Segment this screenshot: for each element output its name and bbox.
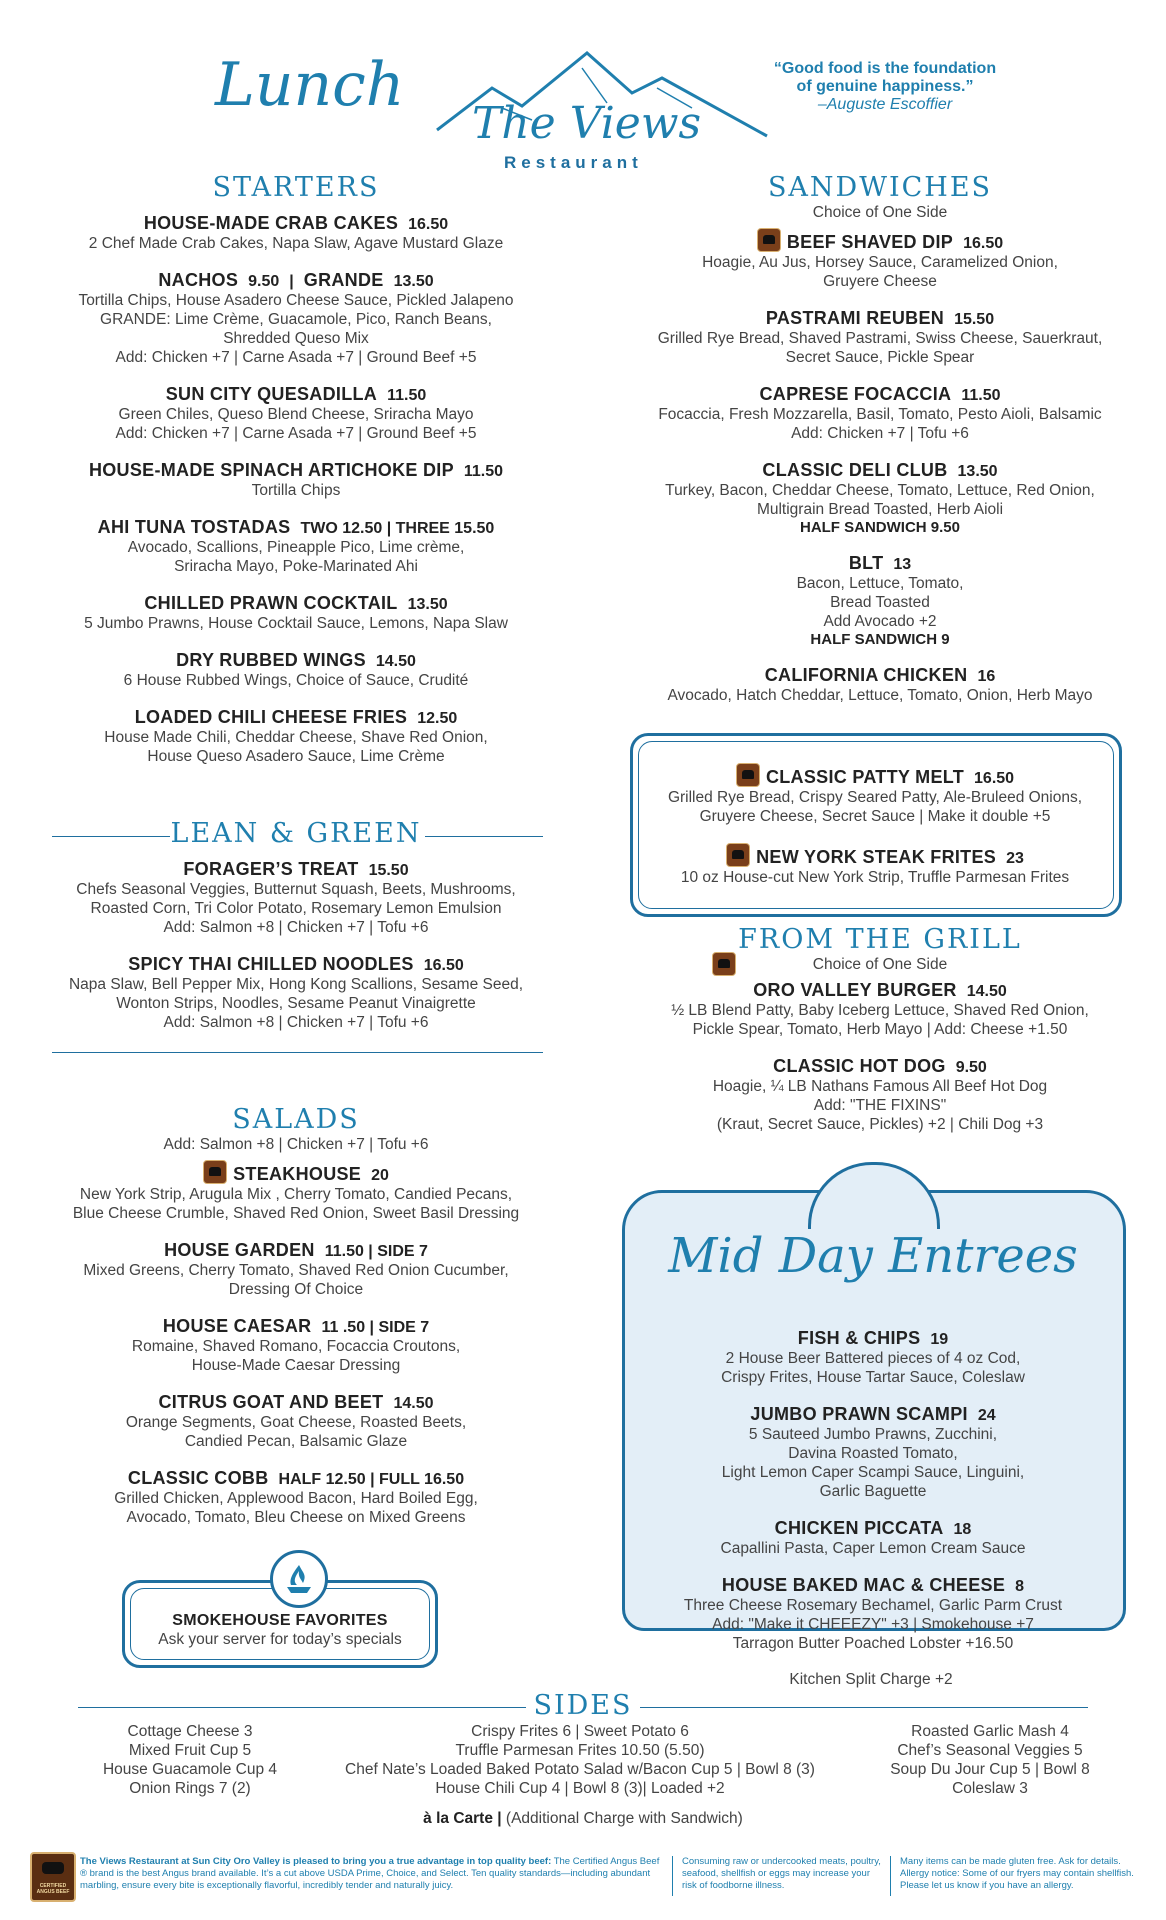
menu-item-description: Napa Slaw, Bell Pepper Mix, Hong Kong Scallions, Sesame Seed, xyxy=(68,976,524,993)
sandwiches-section xyxy=(620,172,1140,722)
menu-item-heading xyxy=(640,1404,1106,1425)
lean-green-section xyxy=(40,818,552,1049)
menu-item-description: Tortilla Chips, House Asadero Cheese Sauce, Pickled Jalapeno xyxy=(78,292,514,309)
menu-item-price: 11.50 xyxy=(463,463,504,480)
side-item: Crispy Frites 6 | Sweet Potato 6 xyxy=(471,1723,689,1740)
menu-item-name: BLT xyxy=(848,553,884,573)
quote-line-2: of genuine happiness.” xyxy=(796,78,974,95)
menu-item-heading xyxy=(40,270,552,291)
menu-item-separator: | xyxy=(289,273,294,290)
logo-subtitle: Restaurant xyxy=(504,153,643,172)
starters-section xyxy=(40,172,552,783)
menu-item-price: 8 xyxy=(1015,1578,1025,1595)
menu-item-heading xyxy=(640,1518,1106,1539)
midday-section xyxy=(640,1328,1106,1670)
menu-item-description: Multigrain Bread Toasted, Herb Aioli xyxy=(756,501,1004,518)
menu-item-name: SUN CITY QUESADILLA xyxy=(165,384,378,404)
menu-item xyxy=(40,707,552,766)
menu-item-name: CLASSIC COBB xyxy=(127,1468,269,1488)
starters-list xyxy=(40,213,552,766)
menu-item-description: Shredded Queso Mix xyxy=(223,330,369,347)
menu-item-heading xyxy=(40,1392,552,1413)
menu-item-description: Sriracha Mayo, Poke-Marinated Ahi xyxy=(174,558,418,575)
menu-item-heading xyxy=(40,859,552,880)
menu-item xyxy=(640,763,1110,826)
menu-item-description: Bacon, Lettuce, Tomato, xyxy=(796,575,964,592)
menu-item-price: 11.50 | SIDE 7 xyxy=(324,1243,428,1260)
menu-item-description: 2 Chef Made Crab Cakes, Napa Slaw, Agave Mustard Glaze xyxy=(88,235,504,252)
menu-item-description: Focaccia, Fresh Mozzarella, Basil, Tomato, Pesto Aioli, Balsamic xyxy=(658,406,1102,423)
menu-item-heading xyxy=(40,1316,552,1337)
menu-item-price: 14.50 xyxy=(393,1395,434,1412)
menu-item-description: Add: Salmon +8 | Chicken +7 | Tofu +6 xyxy=(163,919,429,936)
menu-item xyxy=(40,650,552,690)
menu-item-price: 15.50 xyxy=(368,862,409,879)
menu-item-name: FISH & CHIPS xyxy=(797,1328,921,1348)
menu-item-heading xyxy=(640,843,1110,868)
menu-item-heading xyxy=(40,1468,552,1489)
menu-item-heading xyxy=(620,308,1140,329)
menu-item-description: 6 House Rubbed Wings, Choice of Sauce, Crudité xyxy=(123,672,469,689)
menu-item-description: Orange Segments, Goat Cheese, Roasted Beets, xyxy=(125,1414,467,1431)
menu-item-heading xyxy=(40,213,552,234)
side-item: House Guacamole Cup 4 xyxy=(102,1761,278,1778)
boxed-items xyxy=(640,763,1110,904)
menu-item-heading xyxy=(620,665,1140,686)
menu-item-name: FORAGER’S TREAT xyxy=(183,859,359,879)
menu-item-description: 2 House Beer Battered pieces of 4 oz Cod, xyxy=(725,1350,1021,1367)
menu-item-name: NACHOS xyxy=(158,270,239,290)
menu-item-description: Capallini Pasta, Caper Lemon Cream Sauce xyxy=(720,1540,1026,1557)
menu-item-price: 13.50 xyxy=(957,463,998,480)
menu-item-name: HOUSE CAESAR xyxy=(162,1316,312,1336)
footer-divider xyxy=(672,1856,673,1896)
side-item: Truffle Parmesan Frites 10.50 (5.50) xyxy=(455,1742,705,1759)
menu-item-name: HOUSE BAKED MAC & CHEESE xyxy=(721,1575,1006,1595)
menu-item-description: Wonton Strips, Noodles, Sesame Peanut Vinaigrette xyxy=(116,995,476,1012)
salads-title: SALADS xyxy=(232,1104,360,1135)
side-item: House Chili Cup 4 | Bowl 8 (3)| Loaded +2 xyxy=(435,1780,725,1797)
sides-col-3 xyxy=(850,1722,1130,1798)
menu-item-description: New York Strip, Arugula Mix , Cherry Tomato, Candied Pecans, xyxy=(79,1186,513,1203)
certified-angus-beef-icon xyxy=(726,843,750,867)
menu-item-description: GRANDE: Lime Crème, Guacamole, Pico, Ranch Beans, xyxy=(100,311,492,328)
smokehouse-title: SMOKEHOUSE FAVORITES xyxy=(172,1612,388,1629)
side-item: Soup Du Jour Cup 5 | Bowl 8 xyxy=(890,1761,1090,1778)
menu-item xyxy=(620,228,1140,291)
menu-item xyxy=(40,1468,552,1527)
menu-item-price: 11 .50 | SIDE 7 xyxy=(321,1319,430,1336)
menu-item-description: Add Avocado +2 xyxy=(823,613,937,630)
midday-list xyxy=(640,1328,1106,1653)
menu-item-price: 24 xyxy=(977,1407,996,1424)
sandwiches-title: SANDWICHES xyxy=(767,172,993,203)
menu-item-heading xyxy=(620,553,1140,574)
menu-item xyxy=(40,1160,552,1223)
sandwiches-list xyxy=(620,228,1140,705)
menu-item-description: Grilled Rye Bread, Crispy Seared Patty, Ale-Bruleed Onions, xyxy=(667,789,1083,806)
menu-item-description: (Kraut, Secret Sauce, Pickles) +2 | Chili Dog +3 xyxy=(716,1116,1044,1133)
menu-item-description: Grilled Chicken, Applewood Bacon, Hard Boiled Egg, xyxy=(114,1490,478,1507)
menu-item-price: 13.50 xyxy=(407,596,448,613)
lean-green-list xyxy=(40,859,552,1032)
menu-item-heading xyxy=(620,1056,1140,1077)
menu-item-description: House-Made Caesar Dressing xyxy=(191,1357,401,1374)
menu-item-description: Candied Pecan, Balsamic Glaze xyxy=(184,1433,408,1450)
lean-green-rule-bottom xyxy=(52,1052,543,1053)
grill-title: FROM THE GRILL xyxy=(738,924,1022,955)
menu-item-name: CLASSIC HOT DOG xyxy=(773,1056,946,1076)
sides-col-2 xyxy=(300,1722,860,1798)
grill-cab-badge xyxy=(712,952,742,977)
menu-item-description: Grilled Rye Bread, Shaved Pastrami, Swiss Cheese, Sauerkraut, xyxy=(657,330,1103,347)
half-sandwich-price: HALF SANDWICH 9.50 xyxy=(799,519,960,536)
cab-footer-badge xyxy=(30,1852,76,1902)
salads-list xyxy=(40,1160,552,1527)
fire-grill-icon xyxy=(273,1553,325,1605)
menu-item-description: Add: Chicken +7 | Tofu +6 xyxy=(791,425,969,442)
menu-item-description: Add: "Make it CHEEEZY" +3 | Smokehouse +7 xyxy=(712,1616,1034,1633)
menu-item-price: 11.50 xyxy=(387,387,427,404)
menu-item-price: 16.50 xyxy=(974,770,1015,787)
menu-item-description: 10 oz House-cut New York Strip, Truffle Parmesan Frites xyxy=(680,869,1070,886)
menu-item-name: BEEF SHAVED DIP xyxy=(786,232,954,252)
menu-item-description: Garlic Baguette xyxy=(819,1483,927,1500)
menu-item-price: 16.50 xyxy=(963,235,1004,252)
menu-item-price: 23 xyxy=(1006,850,1024,867)
menu-item xyxy=(40,517,552,576)
menu-item-heading xyxy=(40,517,552,538)
menu-item xyxy=(40,270,552,367)
midday-arch xyxy=(808,1162,940,1229)
menu-item xyxy=(640,1404,1106,1501)
menu-item-name: AHI TUNA TOSTADAS xyxy=(97,517,291,537)
footer-note-cab xyxy=(80,1856,660,1892)
menu-item-heading xyxy=(620,228,1140,253)
menu-item-description: Gruyere Cheese, Secret Sauce | Make it double +5 xyxy=(699,808,1051,825)
lunch-title: Lunch xyxy=(215,50,405,120)
side-item: Roasted Garlic Mash 4 xyxy=(911,1723,1069,1740)
menu-item xyxy=(40,1392,552,1451)
footer-divider xyxy=(890,1856,891,1896)
sides-col-1 xyxy=(60,1722,320,1798)
menu-item-heading xyxy=(40,1160,552,1185)
menu-item-description: Three Cheese Rosemary Bechamel, Garlic Parm Crust xyxy=(683,1597,1063,1614)
menu-item xyxy=(620,460,1140,536)
menu-item xyxy=(640,843,1110,887)
menu-item-name: CLASSIC PATTY MELT xyxy=(765,767,965,787)
menu-item-description: Light Lemon Caper Scampi Sauce, Linguini, xyxy=(721,1464,1025,1481)
footer-note-cab-bold: The Views Restaurant at Sun City Oro Valley is pleased to bring you a true advantage in top quality beef: xyxy=(80,1856,552,1867)
menu-item xyxy=(40,213,552,253)
menu-item-name: GRANDE xyxy=(303,270,384,290)
menu-item-heading xyxy=(620,460,1140,481)
menu-item-heading xyxy=(40,460,552,481)
footer-note-raw: Consuming raw or undercooked meats, poultry, seafood, shellfish or eggs may increase your risk of foodborne illness. xyxy=(682,1856,881,1891)
menu-item xyxy=(40,859,552,937)
menu-item-name: CITRUS GOAT AND BEET xyxy=(158,1392,384,1412)
menu-item-price: 16 xyxy=(977,668,996,685)
menu-item-name: NEW YORK STEAK FRITES xyxy=(756,847,997,867)
menu-item-heading xyxy=(40,954,552,975)
menu-item xyxy=(620,308,1140,367)
side-item: Cottage Cheese 3 xyxy=(127,1723,253,1740)
menu-item-name: STEAKHOUSE xyxy=(233,1164,362,1184)
menu-item xyxy=(620,384,1140,443)
quote-author: –Auguste Escoffier xyxy=(817,96,953,113)
menu-item-description: Gruyere Cheese xyxy=(823,273,937,290)
logo-script: The Views xyxy=(472,98,702,149)
quote-line-1: “Good food is the foundation xyxy=(773,60,997,77)
menu-item-price: TWO 12.50 | THREE 15.50 xyxy=(300,520,495,537)
grill-subtitle: Choice of One Side xyxy=(812,956,948,973)
menu-item-heading xyxy=(40,650,552,671)
a-la-carte-note: (Additional Charge with Sandwich) xyxy=(505,1810,743,1827)
side-item: Coleslaw 3 xyxy=(952,1780,1028,1797)
side-item: Chef’s Seasonal Veggies 5 xyxy=(897,1742,1083,1759)
menu-item-heading xyxy=(620,384,1140,405)
menu-item-price: 16.50 xyxy=(408,216,449,233)
menu-item-description: Dressing Of Choice xyxy=(228,1281,364,1298)
menu-item-description: Romaine, Shaved Romano, Focaccia Croutons, xyxy=(131,1338,461,1355)
lean-green-title: LEAN & GREEN xyxy=(170,818,422,849)
menu-item-description: 5 Jumbo Prawns, House Cocktail Sauce, Lemons, Napa Slaw xyxy=(84,615,508,632)
menu-item-description: Mixed Greens, Cherry Tomato, Shaved Red Onion Cucumber, xyxy=(83,1262,509,1279)
menu-item-description: Hoagie, Au Jus, Horsey Sauce, Caramelized Onion, xyxy=(702,254,1058,271)
menu-item-description: Add: "THE FIXINS" xyxy=(813,1097,947,1114)
a-la-carte-label: à la Carte | xyxy=(423,1810,502,1827)
menu-item-heading xyxy=(40,593,552,614)
menu-item-name: SPICY THAI CHILLED NOODLES xyxy=(128,954,414,974)
smokehouse-desc: Ask your server for today’s specials xyxy=(158,1631,402,1648)
menu-item-description: Hoagie, ¼ LB Nathans Famous All Beef Hot Dog xyxy=(712,1078,1048,1095)
half-sandwich-price: HALF SANDWICH 9 xyxy=(810,631,950,648)
menu-item-price: 9.50 xyxy=(955,1059,987,1076)
menu-item-price: 19 xyxy=(930,1331,949,1348)
menu-item-price: 15.50 xyxy=(954,311,995,328)
menu-item-description: Add: Chicken +7 | Carne Asada +7 | Ground Beef +5 xyxy=(115,425,477,442)
menu-item-name: CHILLED PRAWN COCKTAIL xyxy=(144,593,398,613)
salads-subtitle: Add: Salmon +8 | Chicken +7 | Tofu +6 xyxy=(163,1136,429,1153)
certified-angus-beef-icon xyxy=(712,952,736,976)
menu-item-price: 13.50 xyxy=(393,273,434,290)
menu-item-description: House Made Chili, Cheddar Cheese, Shave Red Onion, xyxy=(104,729,488,746)
menu-item-name: PASTRAMI REUBEN xyxy=(765,308,945,328)
menu-item xyxy=(620,665,1140,705)
sides-title: SIDES xyxy=(533,1690,633,1721)
menu-item-description: ½ LB Blend Patty, Baby Iceberg Lettuce, Shaved Red Onion, xyxy=(671,1002,1089,1019)
menu-item-price: 16.50 xyxy=(423,957,464,974)
menu-item-description: Pickle Spear, Tomato, Herb Mayo | Add: Cheese +1.50 xyxy=(692,1021,1068,1038)
starters-title: STARTERS xyxy=(212,172,380,203)
grill-list xyxy=(620,980,1140,1134)
smokehouse-text xyxy=(122,1612,438,1649)
menu-item-description: Tarragon Butter Poached Lobster +16.50 xyxy=(732,1635,1014,1652)
menu-item-description: Turkey, Bacon, Cheddar Cheese, Tomato, Lettuce, Red Onion, xyxy=(665,482,1095,499)
menu-item-price: 20 xyxy=(371,1167,389,1184)
side-item: Chef Nate’s Loaded Baked Potato Salad w/Bacon Cup 5 | Bowl 8 (3) xyxy=(345,1761,815,1778)
menu-item-description: Avocado, Scallions, Pineapple Pico, Lime crème, xyxy=(127,539,465,556)
menu-item-description: Chefs Seasonal Veggies, Butternut Squash, Beets, Mushrooms, xyxy=(76,881,516,898)
menu-item xyxy=(40,1240,552,1299)
menu-item-heading xyxy=(40,1240,552,1261)
menu-item-description: Green Chiles, Queso Blend Cheese, Sriracha Mayo xyxy=(118,406,474,423)
menu-item-heading xyxy=(640,1328,1106,1349)
certified-angus-beef-icon xyxy=(736,763,760,787)
midday-title: Mid Day Entrees xyxy=(668,1228,1078,1284)
menu-item xyxy=(640,1575,1106,1653)
cab-badge-text: CERTIFIED ANGUS BEEF xyxy=(36,1883,70,1895)
menu-item-heading xyxy=(40,707,552,728)
menu-item-description: House Queso Asadero Sauce, Lime Crème xyxy=(147,748,445,765)
boxed-items-list xyxy=(640,763,1110,887)
menu-item-description: Crispy Frites, House Tartar Sauce, Coleslaw xyxy=(721,1369,1025,1386)
menu-item xyxy=(640,1518,1106,1558)
side-item: Onion Rings 7 (2) xyxy=(129,1780,251,1797)
menu-item-description: Secret Sauce, Pickle Spear xyxy=(785,349,975,366)
menu-item-name: HOUSE-MADE CRAB CAKES xyxy=(143,213,399,233)
menu-item-heading xyxy=(640,1575,1106,1596)
menu-item xyxy=(640,1328,1106,1387)
menu-item-name: HOUSE GARDEN xyxy=(164,1240,315,1260)
menu-item-name: CLASSIC DELI CLUB xyxy=(762,460,948,480)
menu-item-description: Roasted Corn, Tri Color Potato, Rosemary Lemon Emulsion xyxy=(90,900,502,917)
a-la-carte xyxy=(0,1810,1166,1828)
footer-note-allergy: Many items can be made gluten free. Ask for details. Allergy notice: Some of our fryers may contain shellfish. Please let us know if you have an allergy. xyxy=(900,1856,1134,1891)
salads-section xyxy=(40,1104,552,1544)
menu-item-description: Tortilla Chips xyxy=(251,482,341,499)
menu-item-name: HOUSE-MADE SPINACH ARTICHOKE DIP xyxy=(88,460,454,480)
menu-item-price: 12.50 xyxy=(417,710,458,727)
menu-item xyxy=(620,1056,1140,1134)
menu-item-name: JUMBO PRAWN SCAMPI xyxy=(750,1404,968,1424)
menu-item-description: 5 Sauteed Jumbo Prawns, Zucchini, xyxy=(748,1426,998,1443)
menu-item-name: CHICKEN PICCATA xyxy=(774,1518,944,1538)
side-item: Mixed Fruit Cup 5 xyxy=(128,1742,252,1759)
menu-item-description: Davina Roasted Tomato, xyxy=(788,1445,958,1462)
quote xyxy=(735,60,1035,114)
menu-item-name: DRY RUBBED WINGS xyxy=(176,650,366,670)
menu-item xyxy=(40,593,552,633)
menu-item-description: Blue Cheese Crumble, Shaved Red Onion, Sweet Basil Dressing xyxy=(72,1205,520,1222)
kitchen-split-charge: Kitchen Split Charge +2 xyxy=(789,1671,953,1688)
menu-item-heading xyxy=(640,763,1110,788)
angus-cow-icon xyxy=(32,1854,74,1878)
grill-section xyxy=(620,924,1140,1151)
certified-angus-beef-icon xyxy=(203,1160,227,1184)
menu-item-description: Add: Salmon +8 | Chicken +7 | Tofu +6 xyxy=(163,1014,429,1031)
menu-item-description: Avocado, Tomato, Bleu Cheese on Mixed Greens xyxy=(126,1509,466,1526)
menu-item-name: LOADED CHILI CHEESE FRIES xyxy=(134,707,408,727)
sandwiches-subtitle: Choice of One Side xyxy=(812,204,948,221)
menu-item xyxy=(40,384,552,443)
smokehouse-badge xyxy=(270,1550,328,1608)
menu-item-price: 18 xyxy=(953,1521,972,1538)
menu-item-price: 9.50 xyxy=(248,273,280,290)
menu-item-heading xyxy=(620,980,1140,1001)
menu-item-price: 14.50 xyxy=(966,983,1007,1000)
menu-item-heading xyxy=(40,384,552,405)
menu-item xyxy=(40,954,552,1032)
restaurant-logo xyxy=(432,48,772,178)
menu-item-price: 11.50 xyxy=(961,387,1001,404)
menu-item-price: HALF 12.50 | FULL 16.50 xyxy=(278,1471,465,1488)
menu-item xyxy=(40,1316,552,1375)
menu-item-name: CALIFORNIA CHICKEN xyxy=(764,665,968,685)
menu-item-name: CAPRESE FOCACCIA xyxy=(759,384,952,404)
menu-item xyxy=(620,980,1140,1039)
menu-item xyxy=(620,553,1140,648)
footer-note-cab-body: The Certified Angus Beef ® brand is the best Angus brand available. It’s a cut above USDA Prime, Choice, and Select. Ten quality standards—including abundant marbling, ensure every bite is exceptionally flavorful, incredibly tender and naturally juicy. xyxy=(80,1856,660,1891)
menu-item-name: ORO VALLEY BURGER xyxy=(753,980,957,1000)
sides-rule-left xyxy=(78,1707,526,1708)
menu-item-description: Avocado, Hatch Cheddar, Lettuce, Tomato, Onion, Herb Mayo xyxy=(667,687,1093,704)
menu-item-description: Bread Toasted xyxy=(830,594,930,611)
menu-item-description: Add: Chicken +7 | Carne Asada +7 | Ground Beef +5 xyxy=(115,349,477,366)
menu-item xyxy=(40,460,552,500)
menu-item-price: 14.50 xyxy=(375,653,416,670)
menu-item-price: 13 xyxy=(893,556,912,573)
certified-angus-beef-icon xyxy=(757,228,781,252)
sides-rule-right xyxy=(640,1707,1088,1708)
